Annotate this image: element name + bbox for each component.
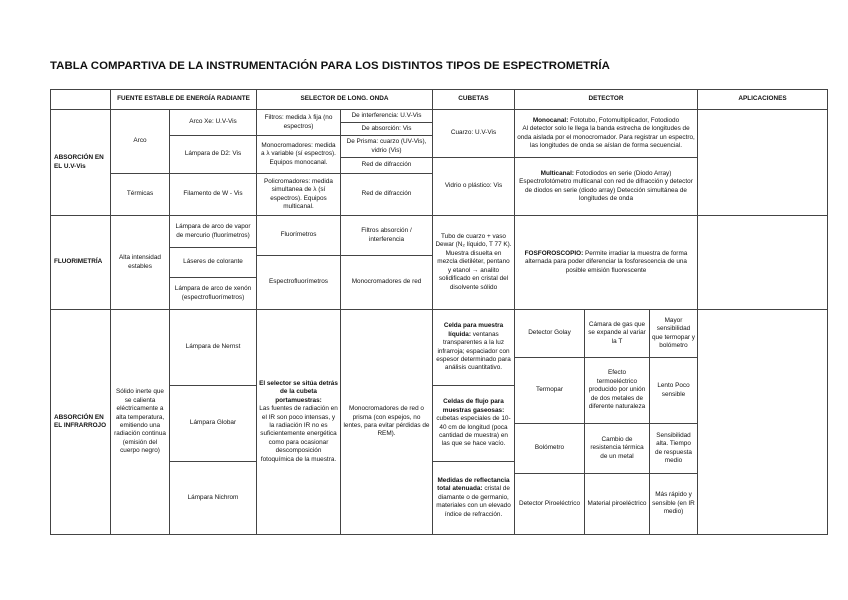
uv-aplicaciones <box>698 110 828 216</box>
row-label-uv: ABSORCIÓN EN EL U.V-Vis <box>50 110 111 216</box>
multicanal-label: Multicanal: <box>540 169 575 177</box>
ir-selector <box>257 310 341 535</box>
uv-red-difraccion-1: Red de difracción <box>341 158 433 174</box>
fluor-fuente: Alta intensidad estables <box>111 216 170 310</box>
ir-golay-desc: Cámara de gas que se expande al variar la T <box>585 310 650 358</box>
ir-monocromadores: Monocromadores de red o prisma (con espejos, no lentes, para evitar pérdidas de REM). <box>341 310 433 535</box>
fluor-fluorimetros: Fluorímetros <box>257 216 341 256</box>
ir-piro: Detector Piroeléctrico <box>515 474 585 535</box>
celda-gas-text: cubetas especiales de 10-40 cm de longitud (poca cantidad de muestra) en las que se hace vacío. <box>436 415 511 448</box>
header-selector: SELECTOR DE LONG. ONDA <box>257 89 433 110</box>
fluor-laseres: Láseres de colorante <box>170 248 257 278</box>
fluor-cubetas: Tubo de cuarzo + vaso Dewar (N₂ líquido, T 77 K). Muestra disuelta en mezcla dietiléter, pentano y etanol → analito solidificado en cristal del disolvente sólido <box>433 216 515 310</box>
header-empty <box>50 89 111 110</box>
uv-filamento-w: Filamento de W - Vis <box>170 174 257 216</box>
celda-gas-bold: Celdas de flujo para muestras gaseosas: <box>442 398 505 414</box>
header-cubetas: CUBETAS <box>433 89 515 110</box>
multicanal-detail: Espectrofotómetro multicanal con red de difracción y detector de diodos en serie (diodo array) Detección simultánea de longitudes de onda <box>519 178 693 202</box>
fluor-espectrofluorimetros: Espectrofluorímetros <box>257 256 341 310</box>
ir-selector-text: Las fuentes de radiación en el IR son poco intensas, y la radiación IR no es suficientemente energética como para ocasionar descomposición fotoquímica de la muestra. <box>259 405 338 463</box>
uv-arco-xe: Arco Xe: U.V-Vis <box>170 110 257 136</box>
uv-lampara-d2: Lámpara de D2: Vis <box>170 136 257 174</box>
ir-globar: Lámpara Globar <box>170 386 257 462</box>
monocanal-detail: Al detector solo le llega la banda estrecha de longitudes de onda aislada por el monocromador. Para registrar un espectro, las longitudes de onda se aíslan de forma secuencial. <box>517 125 695 149</box>
celda-liquida-bold: Celda para muestra líquida: <box>443 322 504 338</box>
ir-golay-app: Mayor sensibilidad que termopar y bolómetro <box>650 310 698 358</box>
fluor-monocromadores: Monocromadores de red <box>341 256 433 310</box>
ir-golay: Detector Golay <box>515 310 585 358</box>
uv-cubeta-vidrio: Vidrio o plástico: Vis <box>433 158 515 216</box>
header-fuente: FUENTE ESTABLE DE ENERGÍA RADIANTE <box>111 89 257 110</box>
fluor-lampara-hg: Lámpara de arco de vapor de mercurio (fluorímetros) <box>170 216 257 248</box>
ir-fuente: Sólido inerte que se calienta eléctricamente a alta temperatura, emitiendo una radiación continua (emisión del cuerpo negro) <box>111 310 170 535</box>
fluor-lampara-xe: Lámpara de arco de xenón (espectrofluorímetros) <box>170 278 257 310</box>
ir-selector-bold: El selector se sitúa detrás de la cubeta portamuestras: <box>259 379 338 404</box>
fosforoscopio-label: FOSFOROSCOPIO: <box>524 249 584 257</box>
ir-termopar-app: Lento Poco sensible <box>650 358 698 424</box>
header-aplicaciones: APLICACIONES <box>698 89 828 110</box>
reflectancia-text: cristal de diamante o de germanio, materiales con un elevado índice de refracción. <box>436 485 511 518</box>
ir-celda-liquida <box>433 310 515 386</box>
celda-liquida-text: ventanas transparentes a la luz infrarroja; espaciador con espesor determinado para análisis cuantitativo. <box>436 330 511 372</box>
ir-bolometro-app: Sensibilidad alta. Tiempo de respuesta medio <box>650 424 698 474</box>
uv-monocromadores: Monocromadores: medida a λ variable (sí espectros). Equipos monocanal. <box>257 136 341 174</box>
ir-nichrom: Lámpara Nichrom <box>170 462 257 535</box>
page-title: TABLA COMPARTIVA DE LA INSTRUMENTACIÓN PARA LOS DISTINTOS TIPOS DE ESPECTROMETRÍA <box>50 60 610 72</box>
uv-de-absorcion: De absorción: Vis <box>341 123 433 136</box>
header-detector: DETECTOR <box>515 89 698 110</box>
row-label-fluor: FLUORIMETRÍA <box>50 216 111 310</box>
uv-detector-monocanal <box>515 110 698 158</box>
ir-aplicaciones <box>698 310 828 535</box>
ir-reflectancia <box>433 462 515 535</box>
ir-piro-desc: Material piroeléctrico <box>585 474 650 535</box>
ir-termopar: Termopar <box>515 358 585 424</box>
ir-bolometro: Bolómetro <box>515 424 585 474</box>
multicanal-text: Fotodiodos en serie (Diodo Array) <box>575 169 672 177</box>
uv-arco: Arco <box>111 110 170 174</box>
ir-nernst: Lámpara de Nernst <box>170 310 257 386</box>
fosforoscopio-text: Permite irradiar la muestra de forma alternada para poder diferenciar la fosforescencia de una posible emisión fluorescente <box>524 249 688 274</box>
ir-piro-app: Más rápido y sensible (en IR medio) <box>650 474 698 535</box>
uv-cubeta-cuarzo: Cuarzo: U.V-Vis <box>433 110 515 158</box>
fluor-filtros: Filtros absorción / interferencia <box>341 216 433 256</box>
uv-policromadores: Policromadores: medida simultanea de λ (sí espectros). Equipos multicanal. <box>257 174 341 216</box>
uv-filtros: Filtros: medida λ fija (no espectros) <box>257 110 341 136</box>
row-label-ir: ABSORCIÓN EN EL INFRARROJO <box>50 310 111 535</box>
ir-termopar-desc: Efecto termoeléctrico producido por unión de dos metales de diferente naturaleza <box>585 358 650 424</box>
fluor-aplicaciones <box>698 216 828 310</box>
uv-termicas: Térmicas <box>111 174 170 216</box>
reflectancia-bold: Medidas de reflectancia total atenuada: <box>437 476 510 493</box>
ir-celda-gas <box>433 386 515 462</box>
ir-bolometro-desc: Cambio de resistencia térmica de un metal <box>585 424 650 474</box>
monocanal-text: Fototubo, Fotomultiplicador, Fotodiodo <box>570 116 680 124</box>
uv-de-interferencia: De interferencia: U.V-Vis <box>341 110 433 123</box>
uv-red-difraccion-2: Red de difracción <box>341 174 433 216</box>
uv-de-prisma: De Prisma: cuarzo (UV-Vis), vidrio (Vis) <box>341 136 433 158</box>
uv-detector-multicanal <box>515 158 698 216</box>
monocanal-label: Monocanal: <box>532 116 569 124</box>
fluor-detector <box>515 216 698 310</box>
